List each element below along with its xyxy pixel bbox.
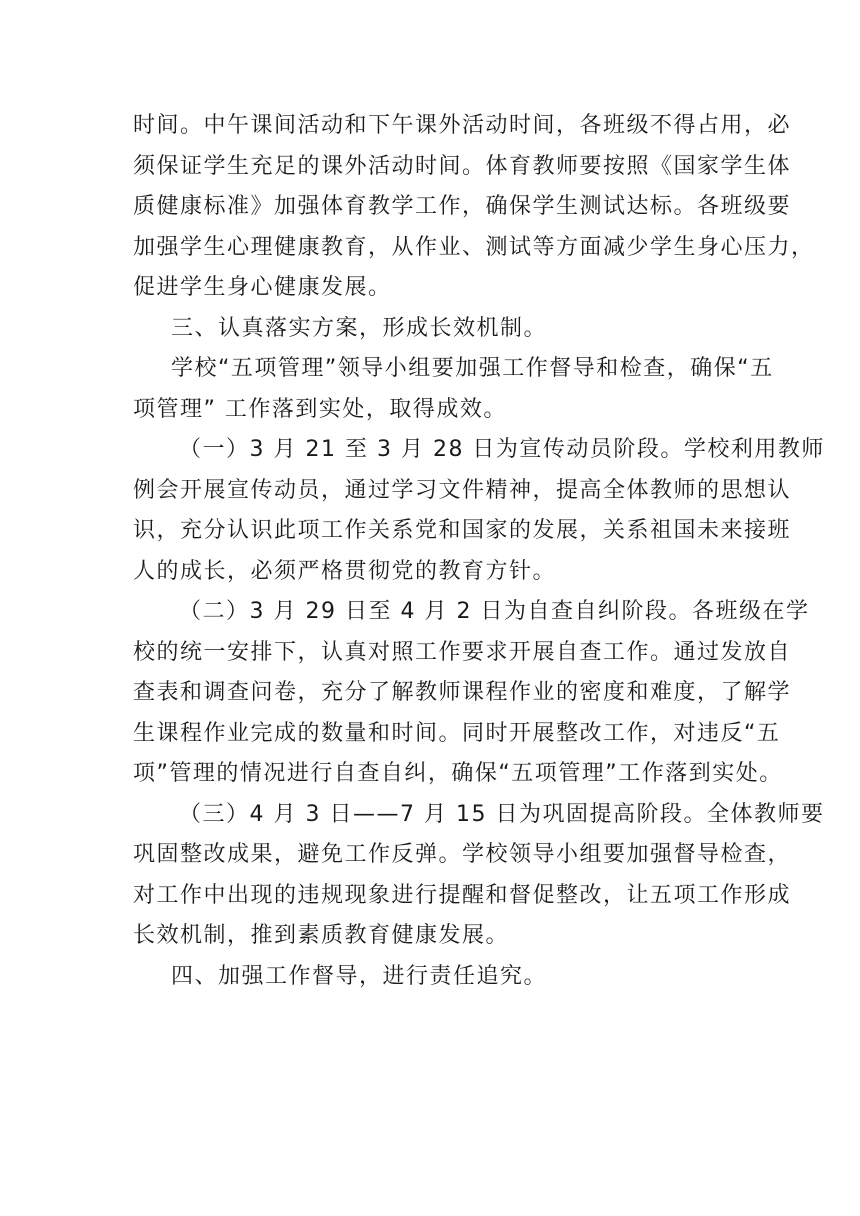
heading-line: 三、认真落实方案，形成长效机制。	[171, 315, 548, 341]
text-line: 例会开展宣传动员，通过学习文件精神，提高全体教师的思想认	[133, 477, 792, 503]
paragraph-phase-one	[133, 430, 825, 592]
text-line: 须保证学生充足的课外活动时间。体育教师要按照《国家学生体	[133, 153, 792, 179]
text-line: 识，充分认识此项工作关系党和国家的发展，关系祖国未来接班	[133, 518, 792, 543]
text-line: 项管理” 工作落到实处，取得成效。	[133, 396, 507, 422]
text-line: （一）3 月 21 至 3 月 28 日为宣传动员阶段。学校利用教师	[179, 437, 825, 462]
text-line: 查表和调查问卷，充分了解教师课程作业的密度和难度，了解学	[133, 680, 792, 705]
text-line: 时间。中午课间活动和下午课外活动时间，各班级不得占用，必	[133, 113, 792, 138]
text-line: 生课程作业完成的数量和时间。同时开展整改工作，对违反“五	[133, 720, 781, 746]
paragraph-phase-two	[133, 592, 810, 795]
text-line: （三）4 月 3 日——7 月 15 日为巩固提高阶段。全体教师要	[179, 801, 825, 827]
heading-line: 四、加强工作督导，进行责任追究。	[171, 963, 548, 989]
paragraph-leadership	[133, 349, 774, 430]
section-heading-four	[133, 957, 733, 998]
text-line: 人的成长，必须严格贯彻党的教育方针。	[133, 558, 557, 584]
text-line: 长效机制，推到素质教育健康发展。	[133, 923, 510, 948]
text-line: 校的统一安排下，认真对照工作要求开展自查工作。通过发放自	[133, 639, 792, 665]
section-heading-three	[133, 309, 733, 350]
text-line: 巩固整改成果，避免工作反弹。学校领导小组要加强督导检查，	[133, 842, 792, 867]
text-line: 促进学生身心健康发展。	[133, 275, 392, 300]
paragraph-activity-time	[133, 106, 815, 309]
paragraph-phase-three	[133, 795, 825, 957]
text-line: （二）3 月 29 日至 4 月 2 日为自查自纠阶段。各班级在学	[179, 599, 810, 624]
document-body	[133, 106, 825, 997]
text-line: 质健康标准》加强体育教学工作，确保学生测试达标。各班级要	[133, 194, 792, 219]
text-line: 对工作中出现的违规现象进行提醒和督促整改，让五项工作形成	[133, 882, 792, 908]
text-line: 项”管理的情况进行自查自纠，确保“五项管理”工作落到实处。	[133, 761, 783, 786]
text-line: 学校“五项管理”领导小组要加强工作督导和检查，确保“五	[171, 356, 774, 381]
text-line: 加强学生心理健康教育，从作业、测试等方面减少学生身心压力，	[133, 234, 815, 260]
